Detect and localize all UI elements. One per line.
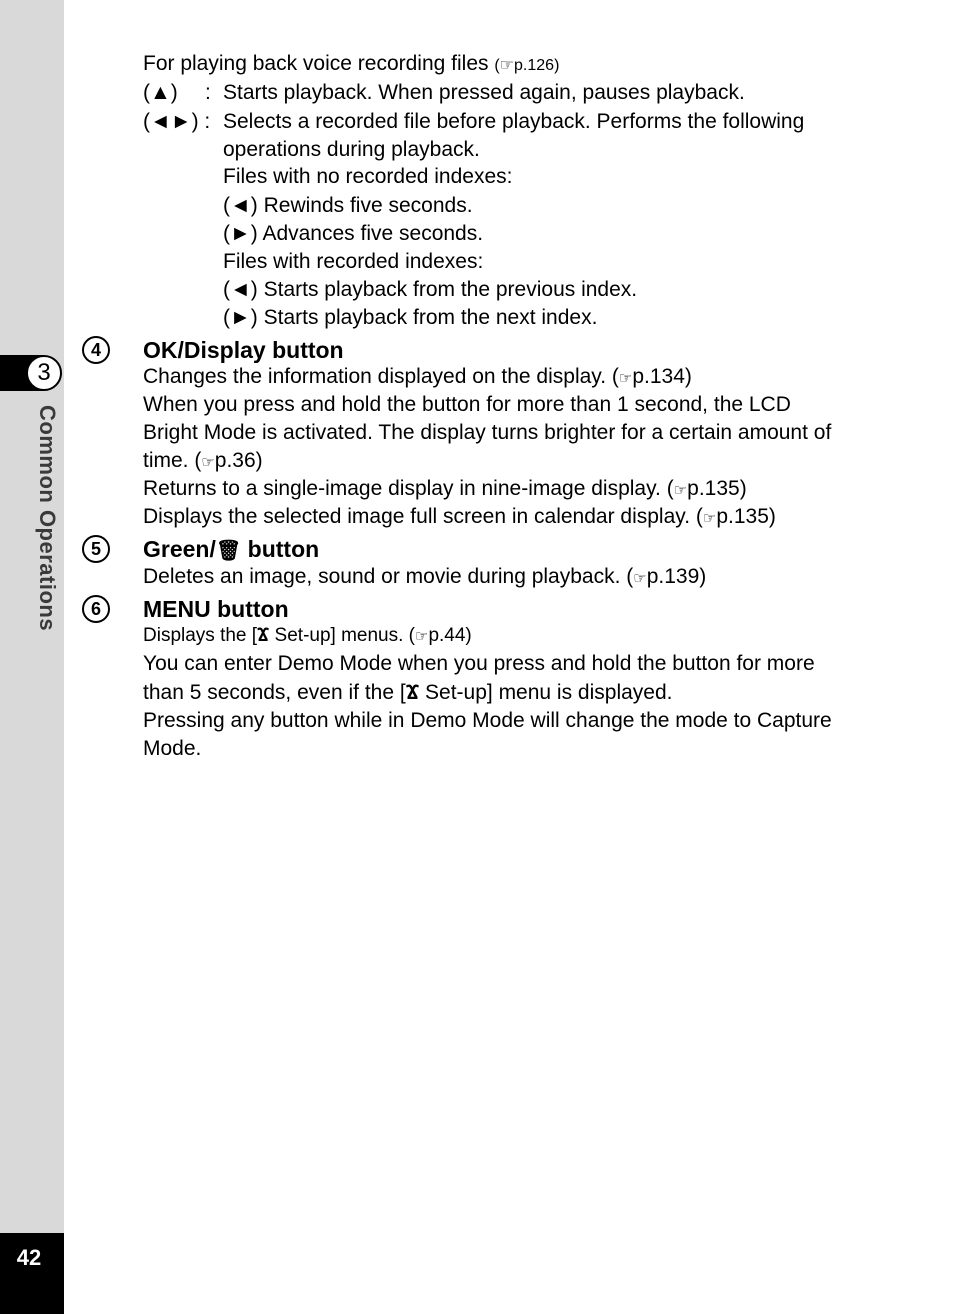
section-4-line-4: time. (☞p.36) [143,447,263,477]
no-index-right: (►) Advances five seconds. [223,222,484,245]
reference-icon: ☞ [673,482,688,499]
reference-page: p.126 [514,57,555,74]
section-6-line-3: than 5 seconds, even if the [Ϫ Set-up] menu is displayed. [143,681,673,704]
left-right-key-description-1: Selects a recorded file before playback. Performs the following [223,110,805,133]
section-6-line-5: Mode. [143,737,202,760]
up-key-colon: : [205,81,211,104]
reference-icon: ☞ [499,57,515,74]
section-6-title: MENU button [143,596,289,622]
section-4-line-5: Returns to a single-image display in nine-image display. (☞p.135) [143,475,747,505]
reference-icon: ☞ [618,370,633,387]
section-4-title: OK/Display button [143,337,344,363]
reference-icon: ☞ [633,570,647,587]
reference-icon: ☞ [415,628,429,645]
wrench-icon: Ϫ [405,681,420,704]
reference-icon: ☞ [702,510,717,527]
section-6-line-2: You can enter Demo Mode when you press and hold the button for more [143,652,815,675]
index-right: (►) Starts playback from the next index. [223,306,598,329]
section-4-number: 4 [82,336,110,364]
no-index-heading: Files with no recorded indexes: [223,165,513,188]
section-6-line-1: Displays the [Ϫ Set-up] menus. (☞p.44) [143,622,472,651]
left-right-key-description-2: operations during playback. [223,138,480,161]
left-right-key-label: (◄►) : [143,110,211,133]
section-4-line-6: Displays the selected image full screen in calendar display. (☞p.135) [143,503,776,533]
index-left: (◄) Starts playback from the previous index. [223,278,638,301]
section-5-title: Green/🗑 button [143,536,320,562]
page-number: 42 [16,1245,42,1270]
no-index-left: (◄) Rewinds five seconds. [223,194,473,217]
index-heading: Files with recorded indexes: [223,250,484,273]
chapter-number: 3 [26,355,62,391]
section-4-line-3: Bright Mode is activated. The display turns brighter for a certain amount of [143,421,832,444]
section-5-line-1: Deletes an image, sound or movie during playback. (☞p.139) [143,563,706,593]
wrench-icon: Ϫ [257,625,270,646]
reference-icon: ☞ [201,454,215,471]
section-6-line-4: Pressing any button while in Demo Mode will change the mode to Capture [143,709,832,732]
trash-icon: 🗑 [215,540,242,562]
chapter-title: Common Operations [35,405,60,632]
up-key-label: (▲) [143,81,178,104]
section-4-line-2: When you press and hold the button for more than 1 second, the LCD [143,393,791,416]
section-4-line-1: Changes the information displayed on the display. (☞p.134) [143,363,692,393]
voice-playback-heading-text: For playing back voice recording files [143,52,489,75]
up-key-description: Starts playback. When pressed again, pauses playback. [223,81,745,104]
section-6-number: 6 [82,595,110,623]
voice-playback-heading: For playing back voice recording files (☞p.126) [143,52,560,75]
section-5-number: 5 [82,535,110,563]
